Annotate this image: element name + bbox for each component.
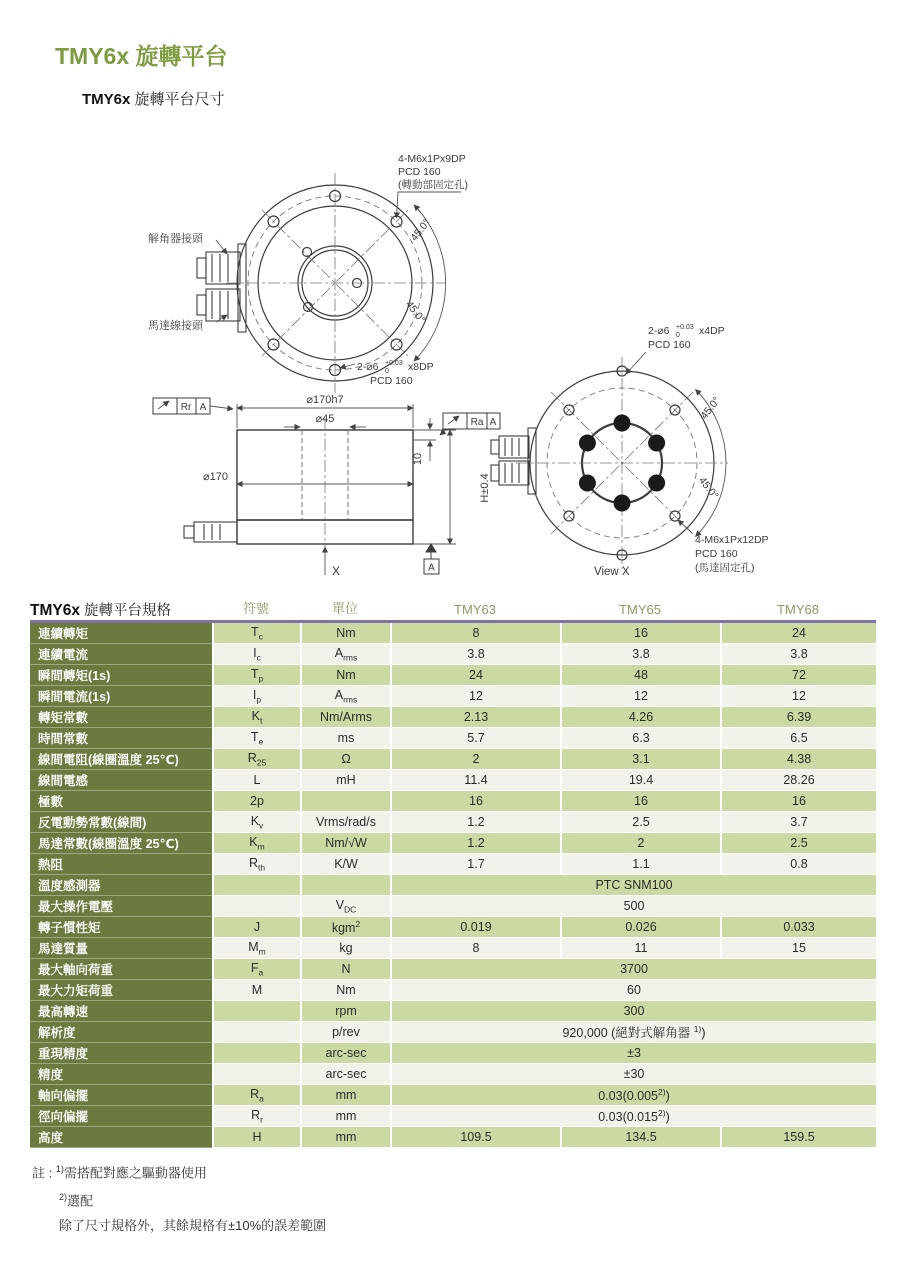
row-unit: $V_{DC}$ <box>300 896 390 917</box>
table-row <box>30 665 876 686</box>
dimension-section-title <box>82 88 225 109</box>
row-value-span: 0.03(0.005$^{2)}$) <box>390 1085 876 1106</box>
row-symbol <box>212 896 300 917</box>
viewx-top-callout-line2: PCD 160 <box>648 339 691 351</box>
datum-a-label: A <box>428 562 435 574</box>
row-value: 11.4 <box>390 770 560 791</box>
viewx-bottom-callout-line3: (馬達固定孔) <box>695 562 755 574</box>
spec-table-header <box>30 592 876 620</box>
runout-ra-label: Ra <box>470 417 484 428</box>
row-value: 24 <box>720 623 876 644</box>
row-unit: mH <box>300 770 390 791</box>
table-row <box>30 623 876 644</box>
row-label: 軸向偏擺 <box>30 1085 212 1106</box>
row-symbol: $K_m$ <box>212 833 300 854</box>
row-value: 1.7 <box>390 854 560 875</box>
row-label: 瞬間轉矩(1s) <box>30 665 212 686</box>
table-row <box>30 1043 876 1064</box>
technical-drawing <box>0 118 900 593</box>
viewx-top-callout-tol-top: +0.03 <box>676 324 694 331</box>
row-unit <box>300 791 390 812</box>
front-bottom-callout-tol-top: +0.03 <box>385 360 403 367</box>
row-label: 轉子慣性矩 <box>30 917 212 938</box>
front-bottom-callout-tol-bot: 0 <box>385 368 389 375</box>
runout-rr-label: Rr <box>180 402 192 413</box>
footnote-3 <box>32 1214 326 1238</box>
row-value: 1.1 <box>560 854 720 875</box>
row-unit: kg <box>300 938 390 959</box>
row-label: 馬達質量 <box>30 938 212 959</box>
column-header-tmy63: TMY63 <box>454 602 496 617</box>
table-row <box>30 917 876 938</box>
row-symbol: $I_c$ <box>212 644 300 665</box>
row-symbol: $T_c$ <box>212 623 300 644</box>
row-value: 0.8 <box>720 854 876 875</box>
column-header-tmy68: TMY68 <box>777 602 819 617</box>
column-header-unit: 單位 <box>331 601 358 616</box>
row-unit: mm <box>300 1127 390 1148</box>
row-value-span: 3700 <box>390 959 876 980</box>
runout-ra-datum: A <box>489 417 497 428</box>
row-label: 反電動勢常數(線間) <box>30 812 212 833</box>
row-value: 3.8 <box>720 644 876 665</box>
footnotes <box>32 1157 326 1238</box>
row-unit: arc-sec <box>300 1064 390 1085</box>
table-row <box>30 770 876 791</box>
row-label: 馬達常數(線圈溫度 25℃) <box>30 833 212 854</box>
front-view-labels <box>148 153 468 387</box>
footnote-prefix: 註 : <box>32 1165 53 1181</box>
spec-title-text: 旋轉平台規格 <box>84 603 171 619</box>
footnote-1-text: 需搭配對應之驅動器使用 <box>63 1165 207 1181</box>
footnote-3-text: 除了尺寸規格外，其餘規格有±10%的誤差範圍 <box>59 1217 327 1233</box>
row-unit: Nm/√W <box>300 833 390 854</box>
front-top-callout-line1: 4-M6x1Px9DP <box>398 153 466 165</box>
row-value: 4.26 <box>560 707 720 728</box>
row-unit: mm <box>300 1085 390 1106</box>
table-row <box>30 728 876 749</box>
footnote-2 <box>32 1185 326 1213</box>
front-angle-a: 45.0° <box>408 216 433 244</box>
row-value: 48 <box>560 665 720 686</box>
row-symbol: $T_p$ <box>212 665 300 686</box>
row-value: 134.5 <box>560 1127 720 1148</box>
row-symbol: $I_p$ <box>212 686 300 707</box>
table-row <box>30 686 876 707</box>
row-value: 6.3 <box>560 728 720 749</box>
row-symbol: $T_e$ <box>212 728 300 749</box>
row-value: 109.5 <box>390 1127 560 1148</box>
row-label: 時間常數 <box>30 728 212 749</box>
row-value: 72 <box>720 665 876 686</box>
table-row <box>30 896 876 917</box>
row-value: 6.39 <box>720 707 876 728</box>
row-symbol <box>212 1022 300 1043</box>
table-row <box>30 938 876 959</box>
row-symbol: 2p <box>212 791 300 812</box>
dim-plate-thickness: 10 <box>412 452 424 466</box>
table-row <box>30 749 876 770</box>
front-bottom-callout-post: x8DP <box>408 361 434 373</box>
view-x-labels <box>594 324 769 578</box>
row-symbol: $R_a$ <box>212 1085 300 1106</box>
row-label: 熱阻 <box>30 854 212 875</box>
row-symbol: $R_{th}$ <box>212 854 300 875</box>
viewx-top-callout-tol-bot: 0 <box>676 332 680 339</box>
row-unit: Nm <box>300 665 390 686</box>
row-symbol <box>212 1043 300 1064</box>
row-value: 12 <box>720 686 876 707</box>
viewx-top-callout-post: x4DP <box>699 325 725 337</box>
dim-outer-fit: ⌀170h7 <box>306 394 344 406</box>
dim-height: H±0.4 <box>479 473 491 503</box>
row-label: 極數 <box>30 791 212 812</box>
row-value: 24 <box>390 665 560 686</box>
row-value: 2.5 <box>560 812 720 833</box>
row-unit: N <box>300 959 390 980</box>
row-symbol: M <box>212 980 300 1001</box>
viewx-angle-a: 45.0° <box>698 394 723 422</box>
row-unit: Nm/Arms <box>300 707 390 728</box>
row-value-span: PTC SNM100 <box>390 875 876 896</box>
row-value: 16 <box>560 623 720 644</box>
row-value: 16 <box>560 791 720 812</box>
row-label: 溫度感測器 <box>30 875 212 896</box>
resolver-connector-label: 解角器接頭 <box>148 233 203 245</box>
row-unit <box>300 875 390 896</box>
row-unit: mm <box>300 1106 390 1127</box>
row-value: 28.26 <box>720 770 876 791</box>
view-x-caption: View X <box>594 566 630 578</box>
row-value: 8 <box>390 938 560 959</box>
row-unit: p/rev <box>300 1022 390 1043</box>
row-label: 精度 <box>30 1064 212 1085</box>
row-value-span: ±30 <box>390 1064 876 1085</box>
table-row <box>30 833 876 854</box>
motor-connector-label: 馬達線接頭 <box>148 320 203 332</box>
dim-bore: ⌀45 <box>315 413 335 425</box>
row-unit: Nm <box>300 623 390 644</box>
table-row <box>30 959 876 980</box>
front-bottom-callout-line2: PCD 160 <box>370 375 413 387</box>
front-view-drawing <box>197 173 461 393</box>
table-row <box>30 875 876 896</box>
row-value: 15 <box>720 938 876 959</box>
row-label: 解析度 <box>30 1022 212 1043</box>
row-value: 2 <box>390 749 560 770</box>
view-x-drawing <box>491 352 728 569</box>
row-value: 11 <box>560 938 720 959</box>
row-symbol: $M_m$ <box>212 938 300 959</box>
row-value: 3.8 <box>560 644 720 665</box>
table-row <box>30 854 876 875</box>
runout-rr-datum: A <box>199 402 207 413</box>
row-label: 高度 <box>30 1127 212 1148</box>
row-value: 19.4 <box>560 770 720 791</box>
row-value: 16 <box>390 791 560 812</box>
viewx-bottom-callout-line1: 4-M6x1Px12DP <box>695 534 769 546</box>
row-value-span: 500 <box>390 896 876 917</box>
row-label: 連續電流 <box>30 644 212 665</box>
front-bottom-callout-pre: 2-⌀6 <box>357 361 379 373</box>
row-unit: Ω <box>300 749 390 770</box>
spec-table <box>30 620 876 1148</box>
column-header-tmy65: TMY65 <box>619 602 661 617</box>
row-unit: ms <box>300 728 390 749</box>
row-unit: Vrms/rad/s <box>300 812 390 833</box>
row-value: 5.7 <box>390 728 560 749</box>
front-angle-b: 45.0° <box>403 298 428 326</box>
view-direction-x: X <box>332 564 341 578</box>
row-value: 0.019 <box>390 917 560 938</box>
row-value: 2.5 <box>720 833 876 854</box>
row-value: 0.026 <box>560 917 720 938</box>
viewx-angle-b: 45.0° <box>696 474 721 502</box>
viewx-top-callout-pre: 2-⌀6 <box>648 325 670 337</box>
table-row <box>30 1022 876 1043</box>
spec-title-model: TMY6x <box>30 602 80 619</box>
table-row <box>30 707 876 728</box>
dim-outer: ⌀170 <box>203 471 228 483</box>
page-title: TMY6x 旋轉平台 <box>55 43 228 69</box>
footnote-1-marker: 1) <box>55 1164 64 1174</box>
row-symbol: H <box>212 1127 300 1148</box>
table-row <box>30 1085 876 1106</box>
row-value: 3.8 <box>390 644 560 665</box>
motor-connector <box>197 289 240 321</box>
front-top-callout-line2: PCD 160 <box>398 166 441 178</box>
table-row <box>30 1064 876 1085</box>
footnote-2-text: 選配 <box>67 1193 94 1209</box>
row-value: 2 <box>560 833 720 854</box>
row-value: 12 <box>560 686 720 707</box>
side-view-labels <box>181 394 497 578</box>
row-value: 1.2 <box>390 812 560 833</box>
row-value-span: 920,000 (絕對式解角器 $^{1)}$) <box>390 1022 876 1043</box>
row-label: 最高轉速 <box>30 1001 212 1022</box>
row-label: 重現精度 <box>30 1043 212 1064</box>
table-row <box>30 980 876 1001</box>
row-symbol: $K_t$ <box>212 707 300 728</box>
row-label: 線間電感 <box>30 770 212 791</box>
row-unit: rpm <box>300 1001 390 1022</box>
footnote-1 <box>32 1157 326 1185</box>
viewx-bottom-callout-line2: PCD 160 <box>695 548 738 560</box>
dimension-title-model: TMY6x <box>82 91 131 108</box>
row-value: 0.033 <box>720 917 876 938</box>
front-top-callout-line3: (轉動部固定孔) <box>398 179 468 191</box>
spec-section-title <box>30 599 212 620</box>
row-unit: $A_{rms}$ <box>300 686 390 707</box>
table-row <box>30 1001 876 1022</box>
row-label: 徑向偏擺 <box>30 1106 212 1127</box>
row-unit: arc-sec <box>300 1043 390 1064</box>
row-unit: Nm <box>300 980 390 1001</box>
row-label: 線間電阻(線圈溫度 25℃) <box>30 749 212 770</box>
row-value: 4.38 <box>720 749 876 770</box>
row-symbol: $K_v$ <box>212 812 300 833</box>
row-symbol: $F_a$ <box>212 959 300 980</box>
footnote-2-marker: 2) <box>59 1192 68 1203</box>
viewx-connectors <box>491 428 536 494</box>
row-unit: $A_{rms}$ <box>300 644 390 665</box>
row-label: 轉矩常數 <box>30 707 212 728</box>
row-value: 2.13 <box>390 707 560 728</box>
column-header-symbol: 符號 <box>242 601 269 616</box>
row-value: 6.5 <box>720 728 876 749</box>
row-symbol <box>212 1001 300 1022</box>
table-row <box>30 1127 876 1148</box>
row-label: 連續轉矩 <box>30 623 212 644</box>
row-value: 3.7 <box>720 812 876 833</box>
row-value: 16 <box>720 791 876 812</box>
row-value: 159.5 <box>720 1127 876 1148</box>
row-label: 最大力矩荷重 <box>30 980 212 1001</box>
row-symbol: J <box>212 917 300 938</box>
row-value-span: 300 <box>390 1001 876 1022</box>
table-row <box>30 791 876 812</box>
row-symbol <box>212 1064 300 1085</box>
row-symbol: $R_{25}$ <box>212 749 300 770</box>
row-value-span: 0.03(0.015$^{2)}$) <box>390 1106 876 1127</box>
table-row <box>30 644 876 665</box>
row-symbol <box>212 875 300 896</box>
row-value-span: ±3 <box>390 1043 876 1064</box>
row-unit: K/W <box>300 854 390 875</box>
row-value: 1.2 <box>390 833 560 854</box>
row-value: 8 <box>390 623 560 644</box>
row-value-span: 60 <box>390 980 876 1001</box>
row-unit: kgm$^2$ <box>300 917 390 938</box>
row-label: 瞬間電流(1s) <box>30 686 212 707</box>
row-symbol: L <box>212 770 300 791</box>
row-value: 3.1 <box>560 749 720 770</box>
row-label: 最大操作電壓 <box>30 896 212 917</box>
row-label: 最大軸向荷重 <box>30 959 212 980</box>
dimension-title-text: 旋轉平台尺寸 <box>134 91 225 108</box>
table-row <box>30 812 876 833</box>
row-symbol: $R_r$ <box>212 1106 300 1127</box>
table-row <box>30 1106 876 1127</box>
row-value: 12 <box>390 686 560 707</box>
